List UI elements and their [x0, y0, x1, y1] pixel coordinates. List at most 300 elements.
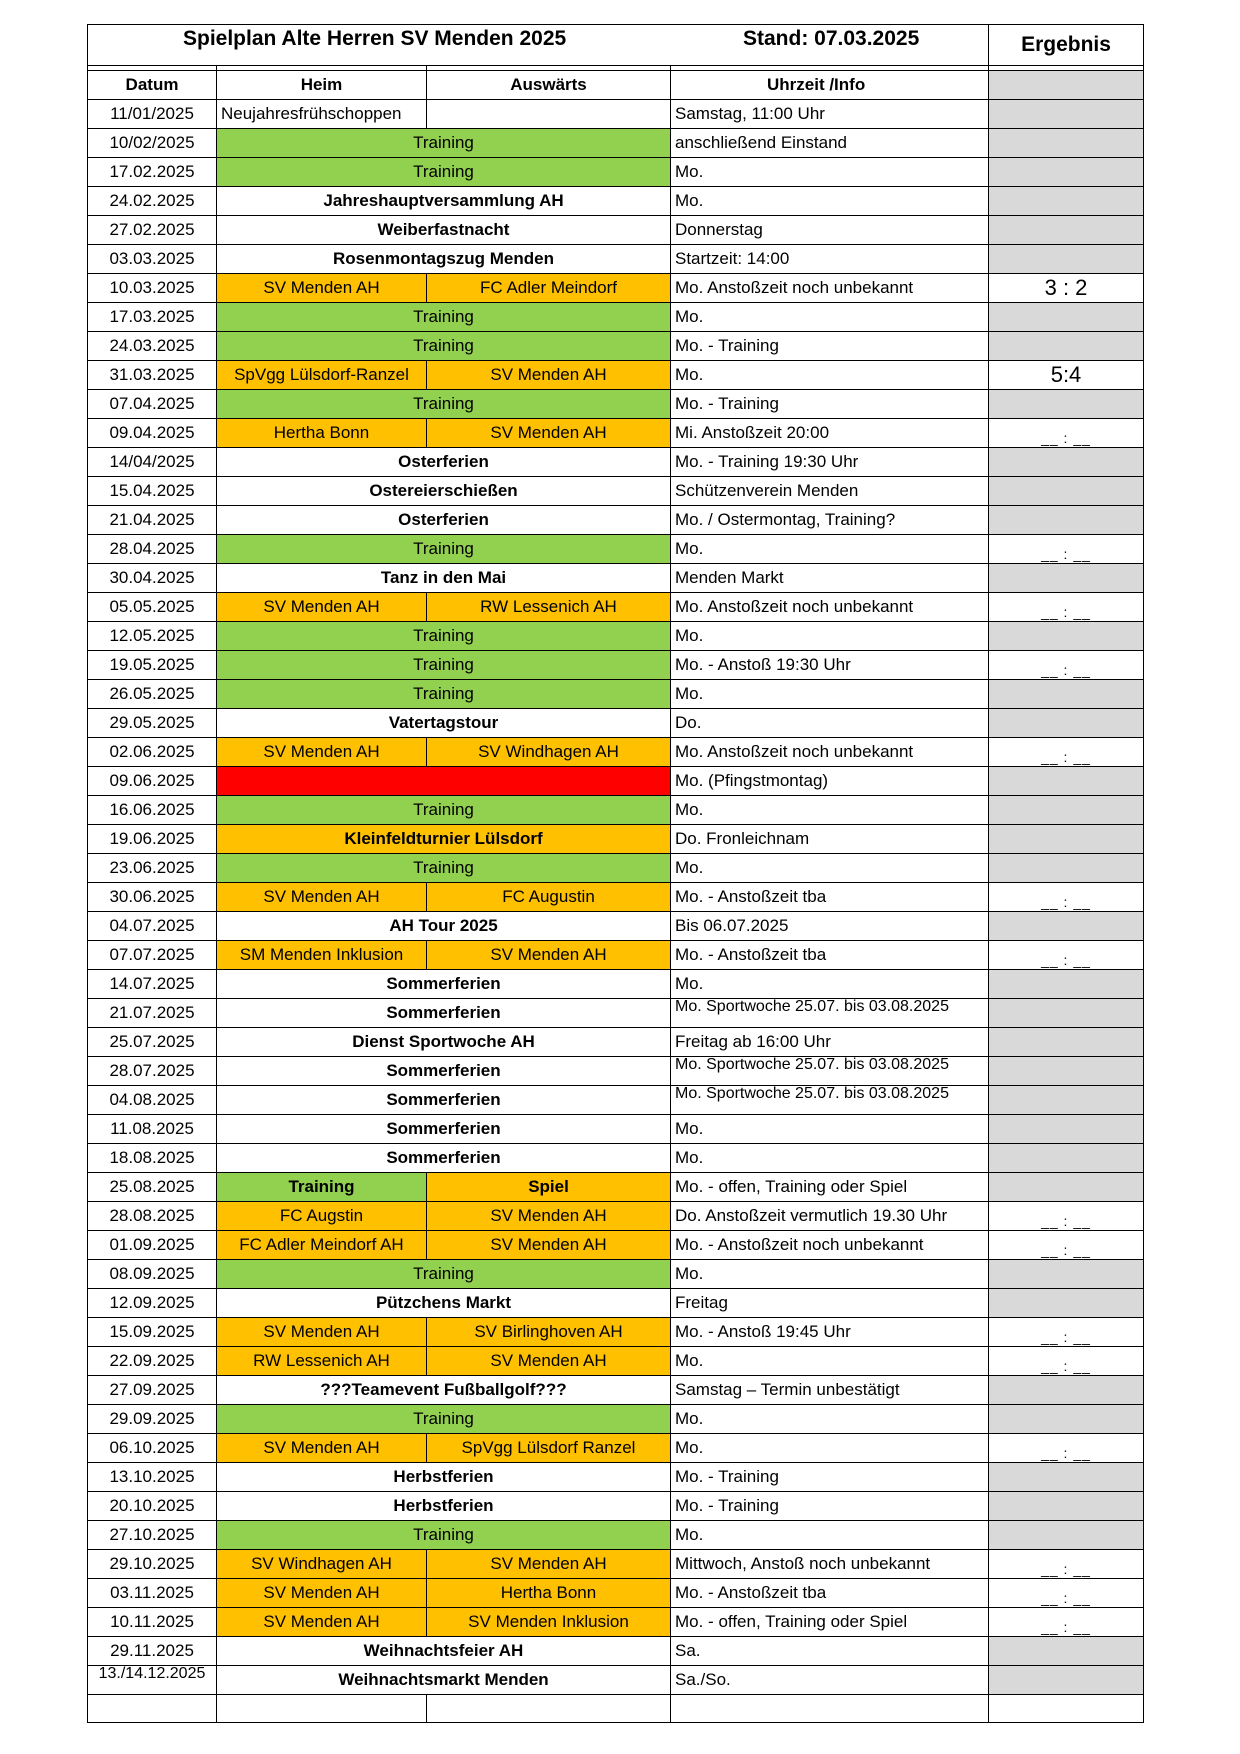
row-away-team: Spiel: [427, 1173, 671, 1202]
table-row: [88, 970, 1144, 999]
row-home-team: SpVgg Lülsdorf-Ranzel: [217, 361, 427, 390]
row-info: Samstag – Termin unbestätigt: [671, 1376, 989, 1405]
row-date: 06.10.2025: [88, 1434, 217, 1463]
schedule-sheet: [87, 24, 1143, 1723]
row-info: Mo.: [671, 1405, 989, 1434]
table-row: [88, 216, 1144, 245]
table-row: [88, 825, 1144, 854]
table-row: [88, 100, 1144, 129]
row-event: Rosenmontagszug Menden: [217, 245, 671, 274]
row-away-team: FC Augustin: [427, 883, 671, 912]
column-headers: [88, 71, 1144, 100]
row-info: Mo. - Anstoßzeit tba: [671, 883, 989, 912]
row-event: Training: [217, 680, 671, 709]
row-result: __ : __: [989, 738, 1144, 767]
row-info: Mo. (Pfingstmontag): [671, 767, 989, 796]
row-info: Mo. - Anstoßzeit noch unbekannt: [671, 1231, 989, 1260]
row-event: Jahreshauptversammlung AH: [217, 187, 671, 216]
col-header-date: Datum: [88, 71, 217, 100]
row-info: Mo. - Training: [671, 390, 989, 419]
row-result: [989, 1028, 1144, 1057]
row-event: Training: [217, 390, 671, 419]
table-row: [88, 1347, 1144, 1376]
row-info: Mo. Anstoßzeit noch unbekannt: [671, 274, 989, 303]
row-home-team: SV Menden AH: [217, 1579, 427, 1608]
row-result: [989, 1637, 1144, 1666]
row-result: [989, 1463, 1144, 1492]
row-event: Sommerferien: [217, 999, 671, 1028]
table-row: [88, 1173, 1144, 1202]
row-info: Samstag, 11:00 Uhr: [671, 100, 989, 129]
row-result: [989, 1376, 1144, 1405]
row-home-team: Training: [217, 1173, 427, 1202]
row-result: __ : __: [989, 535, 1144, 564]
row-result: [989, 1115, 1144, 1144]
row-home-team: Hertha Bonn: [217, 419, 427, 448]
row-date: 22.09.2025: [88, 1347, 217, 1376]
row-event: Sommerferien: [217, 1144, 671, 1173]
row-result: [989, 1289, 1144, 1318]
row-home-team: SV Menden AH: [217, 738, 427, 767]
row-home-team: FC Adler Meindorf AH: [217, 1231, 427, 1260]
table-row: [88, 129, 1144, 158]
row-info: Mo.: [671, 1347, 989, 1376]
row-event: Weihnachtsmarkt Menden: [217, 1666, 671, 1695]
table-row: [88, 1579, 1144, 1608]
table-row: [88, 274, 1144, 303]
row-event: Pützchens Markt: [217, 1289, 671, 1318]
row-away-team: [427, 100, 671, 129]
row-away-team: Hertha Bonn: [427, 1579, 671, 1608]
row-info: Mo. / Ostermontag, Training?: [671, 506, 989, 535]
row-date: 19.05.2025: [88, 651, 217, 680]
row-event: ???Teamevent Fußballgolf???: [217, 1376, 671, 1405]
row-info: Mo. - Training: [671, 332, 989, 361]
row-result: [989, 1405, 1144, 1434]
row-info: Mo.: [671, 622, 989, 651]
table-row: [88, 622, 1144, 651]
row-event: Ostereierschießen: [217, 477, 671, 506]
row-event: Training: [217, 622, 671, 651]
table-row: [88, 941, 1144, 970]
row-result: [989, 1173, 1144, 1202]
row-date: 28.07.2025: [88, 1057, 217, 1086]
title-cell: [88, 25, 989, 66]
row-event: Dienst Sportwoche AH: [217, 1028, 671, 1057]
row-date: 09.04.2025: [88, 419, 217, 448]
row-home-team: SV Menden AH: [217, 1608, 427, 1637]
row-info: Bis 06.07.2025: [671, 912, 989, 941]
row-event: Training: [217, 796, 671, 825]
table-row: [88, 1115, 1144, 1144]
table-row: [88, 1376, 1144, 1405]
col-header-result: [989, 71, 1144, 100]
table-row: [88, 1550, 1144, 1579]
row-date: 29.11.2025: [88, 1637, 217, 1666]
row-event: Training: [217, 303, 671, 332]
row-info: Mo. - Training: [671, 1463, 989, 1492]
row-result: [989, 767, 1144, 796]
table-row: [88, 651, 1144, 680]
row-result: [989, 680, 1144, 709]
row-result: __ : __: [989, 593, 1144, 622]
row-away-team: SV Menden AH: [427, 361, 671, 390]
row-date: 28.04.2025: [88, 535, 217, 564]
row-date: 30.04.2025: [88, 564, 217, 593]
row-result: __ : __: [989, 1202, 1144, 1231]
row-date: 03.11.2025: [88, 1579, 217, 1608]
row-result: [989, 100, 1144, 129]
row-info: Do.: [671, 709, 989, 738]
table-row: [88, 1434, 1144, 1463]
row-result: __ : __: [989, 883, 1144, 912]
row-date: 17.02.2025: [88, 158, 217, 187]
row-result: 3 : 2: [989, 274, 1144, 303]
row-event: Sommerferien: [217, 1086, 671, 1115]
row-info: Mo.: [671, 361, 989, 390]
row-date: 07.04.2025: [88, 390, 217, 419]
row-result: __ : __: [989, 1231, 1144, 1260]
row-info: Mo. Sportwoche 25.07. bis 03.08.2025: [671, 999, 989, 1028]
table-row: [88, 448, 1144, 477]
row-home-team: SV Windhagen AH: [217, 1550, 427, 1579]
row-away-team: SV Birlinghoven AH: [427, 1318, 671, 1347]
table-row: [88, 1231, 1144, 1260]
table-row: [88, 1666, 1144, 1695]
row-event: Weihnachtsfeier AH: [217, 1637, 671, 1666]
row-result: [989, 216, 1144, 245]
row-away-team: SV Menden AH: [427, 1347, 671, 1376]
row-result: [989, 796, 1144, 825]
row-info: Mo. - Training: [671, 1492, 989, 1521]
row-away-team: SV Menden AH: [427, 941, 671, 970]
row-result: [989, 999, 1144, 1028]
row-event: Training: [217, 332, 671, 361]
row-date: 12.09.2025: [88, 1289, 217, 1318]
table-row: [88, 1202, 1144, 1231]
table-row: [88, 593, 1144, 622]
row-event: Kleinfeldturnier Lülsdorf: [217, 825, 671, 854]
table-row: [88, 796, 1144, 825]
row-info: Mo. - Anstoß 19:30 Uhr: [671, 651, 989, 680]
row-info: Mo.: [671, 854, 989, 883]
row-date: 14/04/2025: [88, 448, 217, 477]
table-row: [88, 738, 1144, 767]
empty-cell: [88, 1695, 217, 1723]
row-away-team: SV Menden AH: [427, 1231, 671, 1260]
row-date: 23.06.2025: [88, 854, 217, 883]
row-date: 29.09.2025: [88, 1405, 217, 1434]
row-date: 03.03.2025: [88, 245, 217, 274]
row-result: [989, 854, 1144, 883]
row-event: Training: [217, 1260, 671, 1289]
row-info: Mo. - Anstoßzeit tba: [671, 941, 989, 970]
row-date: 20.10.2025: [88, 1492, 217, 1521]
row-date: 01.09.2025: [88, 1231, 217, 1260]
row-info: Mo.: [671, 1115, 989, 1144]
row-result: [989, 564, 1144, 593]
row-info: Startzeit: 14:00: [671, 245, 989, 274]
row-event: Herbstferien: [217, 1463, 671, 1492]
row-result: [989, 245, 1144, 274]
table-row: [88, 506, 1144, 535]
row-result: [989, 1086, 1144, 1115]
row-date: 07.07.2025: [88, 941, 217, 970]
table-row: [88, 535, 1144, 564]
row-result: __ : __: [989, 1608, 1144, 1637]
row-date: 16.06.2025: [88, 796, 217, 825]
row-info: Schützenverein Menden: [671, 477, 989, 506]
row-info: Mo.: [671, 187, 989, 216]
row-date: 11.08.2025: [88, 1115, 217, 1144]
table-row: [88, 1492, 1144, 1521]
row-info: Sa.: [671, 1637, 989, 1666]
row-event: Sommerferien: [217, 1115, 671, 1144]
row-date: 21.07.2025: [88, 999, 217, 1028]
empty-cell: [427, 1695, 671, 1723]
row-result: [989, 912, 1144, 941]
row-event: Sommerferien: [217, 970, 671, 999]
row-info: Mo.: [671, 970, 989, 999]
table-row: [88, 1463, 1144, 1492]
row-date: 05.05.2025: [88, 593, 217, 622]
row-event: Osterferien: [217, 448, 671, 477]
col-header-away: Auswärts: [427, 71, 671, 100]
table-row: [88, 1521, 1144, 1550]
row-away-team: SV Windhagen AH: [427, 738, 671, 767]
table-row: [88, 1637, 1144, 1666]
row-info: Donnerstag: [671, 216, 989, 245]
row-info: Do. Fronleichnam: [671, 825, 989, 854]
row-info: Freitag: [671, 1289, 989, 1318]
row-info: anschließend Einstand: [671, 129, 989, 158]
row-event: Sommerferien: [217, 1057, 671, 1086]
table-row: [88, 332, 1144, 361]
row-event: Training: [217, 651, 671, 680]
row-result: 5:4: [989, 361, 1144, 390]
row-result: [989, 477, 1144, 506]
row-home-team: FC Augstin: [217, 1202, 427, 1231]
row-date: 24.03.2025: [88, 332, 217, 361]
table-row: [88, 1057, 1144, 1086]
row-away-team: SV Menden AH: [427, 1550, 671, 1579]
row-home-team: Neujahresfrühschoppen: [217, 100, 427, 129]
row-result: [989, 709, 1144, 738]
row-away-team: SV Menden Inklusion: [427, 1608, 671, 1637]
table-row: [88, 767, 1144, 796]
row-result: [989, 1492, 1144, 1521]
empty-cell: [989, 1695, 1144, 1723]
table-row: [88, 245, 1144, 274]
table-row: [88, 1405, 1144, 1434]
row-away-team: SV Menden AH: [427, 1202, 671, 1231]
row-event: Vatertagstour: [217, 709, 671, 738]
row-event: Training: [217, 129, 671, 158]
row-result: [989, 390, 1144, 419]
row-date: 04.08.2025: [88, 1086, 217, 1115]
row-away-team: FC Adler Meindorf: [427, 274, 671, 303]
row-info: Mo. - Training 19:30 Uhr: [671, 448, 989, 477]
col-header-info: Uhrzeit /Info: [671, 71, 989, 100]
row-date: 17.03.2025: [88, 303, 217, 332]
table-row: [88, 564, 1144, 593]
row-info: Mo.: [671, 1434, 989, 1463]
row-away-team: SpVgg Lülsdorf Ranzel: [427, 1434, 671, 1463]
row-info: Mo.: [671, 680, 989, 709]
row-event: Training: [217, 158, 671, 187]
table-row: [88, 1318, 1144, 1347]
empty-cell: [217, 1695, 427, 1723]
row-date: 21.04.2025: [88, 506, 217, 535]
table-row: [88, 158, 1144, 187]
table-row: [88, 1028, 1144, 1057]
table-row: [88, 709, 1144, 738]
row-event: AH Tour 2025: [217, 912, 671, 941]
row-result: [989, 1521, 1144, 1550]
row-info: Sa./So.: [671, 1666, 989, 1695]
row-home-team: SV Menden AH: [217, 1318, 427, 1347]
table-row: [88, 361, 1144, 390]
row-date: 25.07.2025: [88, 1028, 217, 1057]
row-result: [989, 448, 1144, 477]
row-result: [989, 1057, 1144, 1086]
row-date: 19.06.2025: [88, 825, 217, 854]
col-header-home: Heim: [217, 71, 427, 100]
empty-cell: [671, 1695, 989, 1723]
table-row: [88, 1086, 1144, 1115]
row-date: 27.02.2025: [88, 216, 217, 245]
row-result: [989, 332, 1144, 361]
row-info: Mo. Anstoßzeit noch unbekannt: [671, 593, 989, 622]
row-away-team: SV Menden AH: [427, 419, 671, 448]
row-home-team: RW Lessenich AH: [217, 1347, 427, 1376]
row-info: Mo. - Anstoß 19:45 Uhr: [671, 1318, 989, 1347]
table-row: [88, 1608, 1144, 1637]
row-result: [989, 506, 1144, 535]
schedule-table: [87, 24, 1144, 1723]
row-result: [989, 970, 1144, 999]
row-home-team: SV Menden AH: [217, 274, 427, 303]
row-result: [989, 303, 1144, 332]
row-info: Mo. - Anstoßzeit tba: [671, 1579, 989, 1608]
table-row: [88, 854, 1144, 883]
row-event: Training: [217, 854, 671, 883]
row-event: Training: [217, 1521, 671, 1550]
row-info: Mo.: [671, 796, 989, 825]
row-date: 13.10.2025: [88, 1463, 217, 1492]
row-info: Mo.: [671, 535, 989, 564]
table-row: [88, 477, 1144, 506]
row-result: [989, 1260, 1144, 1289]
row-date: 15.04.2025: [88, 477, 217, 506]
row-result: __ : __: [989, 1579, 1144, 1608]
row-result: [989, 1144, 1144, 1173]
row-date: 29.10.2025: [88, 1550, 217, 1579]
row-date: 02.06.2025: [88, 738, 217, 767]
row-date: 31.03.2025: [88, 361, 217, 390]
row-event: Tanz in den Mai: [217, 564, 671, 593]
row-info: Mo. Sportwoche 25.07. bis 03.08.2025: [671, 1086, 989, 1115]
row-result: __ : __: [989, 1434, 1144, 1463]
row-date: 08.09.2025: [88, 1260, 217, 1289]
table-row: [88, 883, 1144, 912]
row-date: 10/02/2025: [88, 129, 217, 158]
table-row: [88, 1260, 1144, 1289]
row-result: [989, 129, 1144, 158]
table-row: [88, 1144, 1144, 1173]
table-row: [88, 390, 1144, 419]
row-result: __ : __: [989, 1347, 1144, 1376]
row-result: [989, 187, 1144, 216]
row-result: __ : __: [989, 1550, 1144, 1579]
row-info: Mo.: [671, 1521, 989, 1550]
row-info: Mo. Anstoßzeit noch unbekannt: [671, 738, 989, 767]
row-result: __ : __: [989, 941, 1144, 970]
row-home-team: SV Menden AH: [217, 593, 427, 622]
row-date: 14.07.2025: [88, 970, 217, 999]
row-info: Mo. - offen, Training oder Spiel: [671, 1173, 989, 1202]
row-date: 10.03.2025: [88, 274, 217, 303]
row-info: Menden Markt: [671, 564, 989, 593]
row-date: 18.08.2025: [88, 1144, 217, 1173]
stand-date: Stand: 07.03.2025: [743, 27, 920, 50]
row-date: 26.05.2025: [88, 680, 217, 709]
row-info: Mittwoch, Anstoß noch unbekannt: [671, 1550, 989, 1579]
row-event: Training: [217, 1405, 671, 1434]
row-event: Weiberfastnacht: [217, 216, 671, 245]
row-date: 09.06.2025: [88, 767, 217, 796]
row-away-team: RW Lessenich AH: [427, 593, 671, 622]
row-date: 11/01/2025: [88, 100, 217, 129]
row-date: 13./14.12.2025: [88, 1666, 217, 1695]
row-info: Do. Anstoßzeit vermutlich 19.30 Uhr: [671, 1202, 989, 1231]
row-date: 28.08.2025: [88, 1202, 217, 1231]
row-result: __ : __: [989, 1318, 1144, 1347]
row-info: Mo.: [671, 158, 989, 187]
row-info: Freitag ab 16:00 Uhr: [671, 1028, 989, 1057]
row-date: 24.02.2025: [88, 187, 217, 216]
row-event: Herbstferien: [217, 1492, 671, 1521]
row-date: 30.06.2025: [88, 883, 217, 912]
table-row: [88, 912, 1144, 941]
row-result: [989, 1666, 1144, 1695]
table-row: [88, 187, 1144, 216]
result-header: Ergebnis: [989, 25, 1144, 66]
row-info: Mo. - offen, Training oder Spiel: [671, 1608, 989, 1637]
table-row: [88, 419, 1144, 448]
row-date: 27.10.2025: [88, 1521, 217, 1550]
row-info: Mo.: [671, 1260, 989, 1289]
row-event: Training: [217, 535, 671, 564]
row-event: Osterferien: [217, 506, 671, 535]
row-date: 12.05.2025: [88, 622, 217, 651]
row-date: 10.11.2025: [88, 1608, 217, 1637]
row-result: __ : __: [989, 651, 1144, 680]
table-row: [88, 680, 1144, 709]
page-title: Spielplan Alte Herren SV Menden 2025: [183, 27, 567, 50]
row-home-team: SM Menden Inklusion: [217, 941, 427, 970]
table-row: [88, 1289, 1144, 1318]
table-row: [88, 999, 1144, 1028]
row-result: __ : __: [989, 419, 1144, 448]
row-date: 04.07.2025: [88, 912, 217, 941]
row-date: 29.05.2025: [88, 709, 217, 738]
row-info: Mo.: [671, 1144, 989, 1173]
row-result: [989, 622, 1144, 651]
row-info: Mi. Anstoßzeit 20:00: [671, 419, 989, 448]
row-home-team: SV Menden AH: [217, 1434, 427, 1463]
row-home-team: SV Menden AH: [217, 883, 427, 912]
